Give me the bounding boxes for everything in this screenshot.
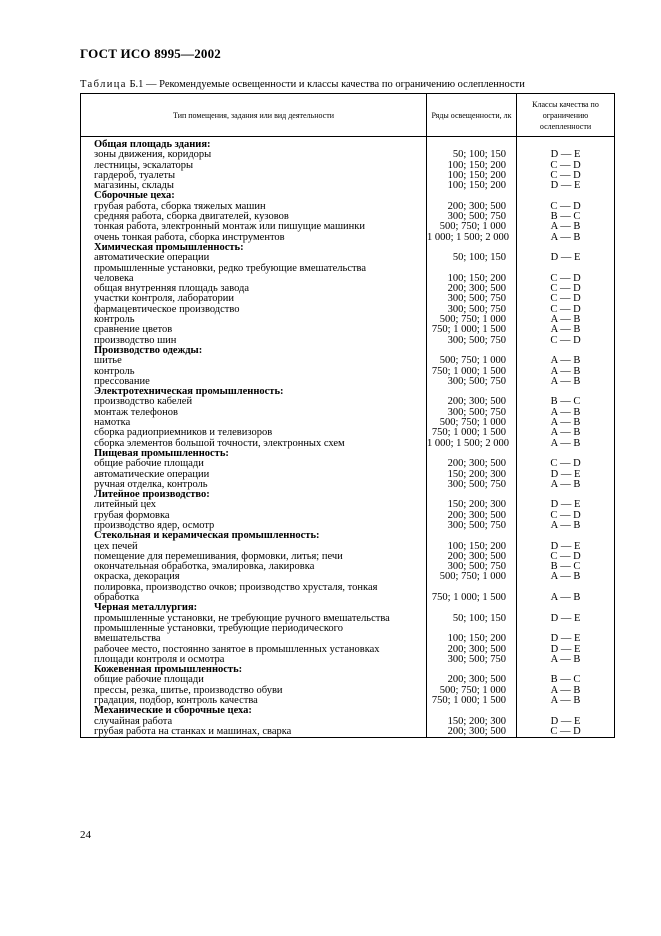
activity-cell: промышленные установки, редко требующие вмешательства xyxy=(81,264,427,274)
activity-cell: производство кабелей xyxy=(81,397,427,407)
activity-cell: контроль xyxy=(81,315,427,325)
table-caption xyxy=(80,79,525,90)
activity-cell: общие рабочие площади xyxy=(81,459,427,469)
activity-cell: грубая формовка xyxy=(81,511,427,521)
glare-class-cell: A — B xyxy=(517,222,615,232)
table-row xyxy=(81,305,615,315)
illuminance-cell: 300; 500; 750 xyxy=(427,377,517,387)
activity-cell: ручная отделка, контроль xyxy=(81,480,427,490)
activity-cell: градация, подбор, контроль качества xyxy=(81,696,427,706)
illuminance-cell: 500; 750; 1 000 xyxy=(427,356,517,366)
activity-cell: фармацевтическое производство xyxy=(81,305,427,315)
activity-cell: очень тонкая работа, сборка инструментов xyxy=(81,233,427,243)
table-row xyxy=(81,583,615,593)
illuminance-cell: 750; 1 000; 1 500 xyxy=(427,428,517,438)
illuminance-cell: 100; 150; 200 xyxy=(427,634,517,644)
activity-cell: цех печей xyxy=(81,542,427,552)
activity-cell: прессование xyxy=(81,377,427,387)
activity-cell: производство ядер, осмотр xyxy=(81,521,427,531)
glare-class-cell: A — B xyxy=(517,418,615,428)
section-title: Механические и сборочные цеха: xyxy=(81,706,427,716)
activity-cell: средняя работа, сборка двигателей, кузовов xyxy=(81,212,427,222)
illuminance-cell: 750; 1 000; 1 500 xyxy=(427,593,517,603)
illuminance-cell: 50; 100; 150 xyxy=(427,150,517,160)
activity-cell: литейный цех xyxy=(81,500,427,510)
glare-class-cell: B — C xyxy=(517,212,615,222)
glare-class-cell: C — D xyxy=(517,274,615,284)
illuminance-cell: 1 000; 1 500; 2 000 xyxy=(427,439,517,449)
illuminance-cell: 200; 300; 500 xyxy=(427,675,517,685)
glare-class-cell: A — B xyxy=(517,686,615,696)
glare-class-cell: A — B xyxy=(517,377,615,387)
illuminance-cell: 200; 300; 500 xyxy=(427,284,517,294)
activity-cell: общие рабочие площади xyxy=(81,675,427,685)
illuminance-cell: 300; 500; 750 xyxy=(427,212,517,222)
activity-cell: магазины, склады xyxy=(81,181,427,191)
glare-class-cell: A — B xyxy=(517,233,615,243)
glare-class-cell: C — D xyxy=(517,336,615,346)
table-row xyxy=(81,634,615,644)
glare-class-cell: C — D xyxy=(517,161,615,171)
column-header-glare-class: Классы качества по ограничению ослепленности xyxy=(517,94,615,137)
glare-class-cell: A — B xyxy=(517,408,615,418)
glare-class-cell: D — E xyxy=(517,253,615,263)
illuminance-cell: 200; 300; 500 xyxy=(427,727,517,738)
table-row xyxy=(81,408,615,418)
table-row xyxy=(81,367,615,377)
glare-class-cell: D — E xyxy=(517,150,615,160)
illuminance-cell: 300; 500; 750 xyxy=(427,336,517,346)
illuminance-cell: 100; 150; 200 xyxy=(427,542,517,552)
activity-cell: общая внутренняя площадь завода xyxy=(81,284,427,294)
illuminance-cell: 200; 300; 500 xyxy=(427,459,517,469)
activity-cell: обработка xyxy=(81,593,427,603)
table-row xyxy=(81,356,615,366)
illuminance-cell: 300; 500; 750 xyxy=(427,521,517,531)
section-row xyxy=(81,346,615,356)
section-title: Литейное производство: xyxy=(81,490,427,500)
glare-class-cell: A — B xyxy=(517,367,615,377)
activity-cell: площади контроля и осмотра xyxy=(81,655,427,665)
illuminance-cell: 200; 300; 500 xyxy=(427,552,517,562)
column-header-type: Тип помещения, задания или вид деятельности xyxy=(81,94,427,137)
illuminance-cell: 750; 1 000; 1 500 xyxy=(427,325,517,335)
glare-class-cell: A — B xyxy=(517,315,615,325)
glare-class-cell: C — D xyxy=(517,459,615,469)
glare-class-cell: A — B xyxy=(517,696,615,706)
glare-class-cell: B — C xyxy=(517,562,615,572)
illuminance-cell: 300; 500; 750 xyxy=(427,305,517,315)
activity-cell: прессы, резка, шитье, производство обуви xyxy=(81,686,427,696)
activity-cell: промышленные установки, требующие периодического xyxy=(81,624,427,634)
illuminance-cell: 500; 750; 1 000 xyxy=(427,686,517,696)
activity-cell: зоны движения, коридоры xyxy=(81,150,427,160)
table-row xyxy=(81,459,615,469)
illuminance-cell: 750; 1 000; 1 500 xyxy=(427,367,517,377)
illuminance-table xyxy=(80,93,615,738)
section-title: Электротехническая промышленность: xyxy=(81,387,427,397)
column-header-illuminance: Ряды освещенности, лк xyxy=(427,94,517,137)
glare-class-cell: C — D xyxy=(517,727,615,738)
glare-class-cell: C — D xyxy=(517,305,615,315)
illuminance-cell: 100; 150; 200 xyxy=(427,181,517,191)
illuminance-cell: 300; 500; 750 xyxy=(427,562,517,572)
illuminance-cell: 100; 150; 200 xyxy=(427,274,517,284)
glare-class-cell: C — D xyxy=(517,294,615,304)
glare-class-cell: A — B xyxy=(517,325,615,335)
activity-cell: вмешательства xyxy=(81,634,427,644)
glare-class-cell: C — D xyxy=(517,171,615,181)
caption-text: Б.1 — Рекомендуемые освещенности и классы качества по ограничению ослепленности xyxy=(126,79,525,90)
section-row xyxy=(81,490,615,500)
glare-class-cell: A — B xyxy=(517,428,615,438)
illuminance-cell: 200; 300; 500 xyxy=(427,202,517,212)
glare-class-cell: D — E xyxy=(517,181,615,191)
activity-cell: намотка xyxy=(81,418,427,428)
document-code: ГОСТ ИСО 8995—2002 xyxy=(80,46,221,61)
table-header-row xyxy=(81,94,615,137)
activity-cell: лестницы, эскалаторы xyxy=(81,161,427,171)
illuminance-cell: 500; 750; 1 000 xyxy=(427,418,517,428)
activity-cell: участки контроля, лаборатории xyxy=(81,294,427,304)
illuminance-cell: 200; 300; 500 xyxy=(427,645,517,655)
glare-class-cell: C — D xyxy=(517,511,615,521)
activity-cell: рабочее место, постоянно занятое в промышленных установках xyxy=(81,645,427,655)
table-body xyxy=(81,137,615,738)
glare-class-cell: D — E xyxy=(517,634,615,644)
glare-class-cell: C — D xyxy=(517,552,615,562)
glare-class-cell: D — E xyxy=(517,470,615,480)
illuminance-cell: 150; 200; 300 xyxy=(427,470,517,480)
glare-class-cell: A — B xyxy=(517,593,615,603)
illuminance-cell: 150; 200; 300 xyxy=(427,500,517,510)
page-number: 24 xyxy=(80,829,91,841)
section-title: Химическая промышленность: xyxy=(81,243,427,253)
activity-cell: человека xyxy=(81,274,427,284)
activity-cell: окончательная обработка, эмалировка, лакировка xyxy=(81,562,427,572)
activity-cell: помещение для перемешивания, формовки, литья; печи xyxy=(81,552,427,562)
illuminance-cell: 100; 150; 200 xyxy=(427,171,517,181)
activity-cell: автоматические операции xyxy=(81,470,427,480)
activity-cell: сборка элементов большой точности, электронных схем xyxy=(81,439,427,449)
illuminance-cell: 100; 150; 200 xyxy=(427,161,517,171)
activity-cell: монтаж телефонов xyxy=(81,408,427,418)
activity-cell: гардероб, туалеты xyxy=(81,171,427,181)
section-row xyxy=(81,531,615,541)
glare-class-cell: D — E xyxy=(517,717,615,727)
activity-cell: окраска, декорация xyxy=(81,572,427,582)
activity-cell: контроль xyxy=(81,367,427,377)
section-title: Общая площадь здания: xyxy=(81,140,427,150)
activity-cell: автоматические операции xyxy=(81,253,427,263)
illuminance-cell: 50; 100; 150 xyxy=(427,614,517,624)
glare-class-cell: A — B xyxy=(517,356,615,366)
activity-cell: полировка, производство очков; производство хрусталя, тонкая xyxy=(81,583,427,593)
section-title: Кожевенная промышленность: xyxy=(81,665,427,675)
glare-class-cell: C — D xyxy=(517,284,615,294)
illuminance-cell: 200; 300; 500 xyxy=(427,511,517,521)
illuminance-cell: 200; 300; 500 xyxy=(427,397,517,407)
activity-cell: грубая работа на станках и машинах, сварка xyxy=(81,727,427,738)
activity-cell: случайная работа xyxy=(81,717,427,727)
table-row xyxy=(81,264,615,274)
glare-class-cell: A — B xyxy=(517,655,615,665)
illuminance-cell: 300; 500; 750 xyxy=(427,655,517,665)
illuminance-cell: 750; 1 000; 1 500 xyxy=(427,696,517,706)
activity-cell: производство шин xyxy=(81,336,427,346)
glare-class-cell: A — B xyxy=(517,521,615,531)
glare-class-cell: A — B xyxy=(517,480,615,490)
activity-cell: тонкая работа, электронный монтаж или пишущие машинки xyxy=(81,222,427,232)
table-row xyxy=(81,727,615,738)
activity-cell: промышленные установки, не требующие ручного вмешательства xyxy=(81,614,427,624)
section-title: Стекольная и керамическая промышленность: xyxy=(81,531,427,541)
glare-class-cell: D — E xyxy=(517,614,615,624)
illuminance-cell: 500; 750; 1 000 xyxy=(427,222,517,232)
illuminance-cell: 300; 500; 750 xyxy=(427,408,517,418)
activity-cell: сборка радиоприемников и телевизоров xyxy=(81,428,427,438)
caption-prefix: Таблица xyxy=(80,79,127,90)
activity-cell: шитье xyxy=(81,356,427,366)
illuminance-cell: 50; 100; 150 xyxy=(427,253,517,263)
section-title: Сборочные цеха: xyxy=(81,191,427,201)
section-title: Черная металлургия: xyxy=(81,603,427,613)
glare-class-cell: B — C xyxy=(517,397,615,407)
illuminance-cell: 1 000; 1 500; 2 000 xyxy=(427,233,517,243)
section-title: Пищевая промышленность: xyxy=(81,449,427,459)
illuminance-cell: 300; 500; 750 xyxy=(427,480,517,490)
glare-class-cell: D — E xyxy=(517,542,615,552)
glare-class-cell: A — B xyxy=(517,572,615,582)
glare-class-cell: D — E xyxy=(517,500,615,510)
illuminance-cell: 500; 750; 1 000 xyxy=(427,572,517,582)
glare-class-cell: B — C xyxy=(517,675,615,685)
glare-class-cell: A — B xyxy=(517,439,615,449)
illuminance-cell: 150; 200; 300 xyxy=(427,717,517,727)
illuminance-cell: 500; 750; 1 000 xyxy=(427,315,517,325)
section-title: Производство одежды: xyxy=(81,346,427,356)
illuminance-cell: 300; 500; 750 xyxy=(427,294,517,304)
glare-class-cell: D — E xyxy=(517,645,615,655)
glare-class-cell: C — D xyxy=(517,202,615,212)
activity-cell: сравнение цветов xyxy=(81,325,427,335)
activity-cell: грубая работа, сборка тяжелых машин xyxy=(81,202,427,212)
